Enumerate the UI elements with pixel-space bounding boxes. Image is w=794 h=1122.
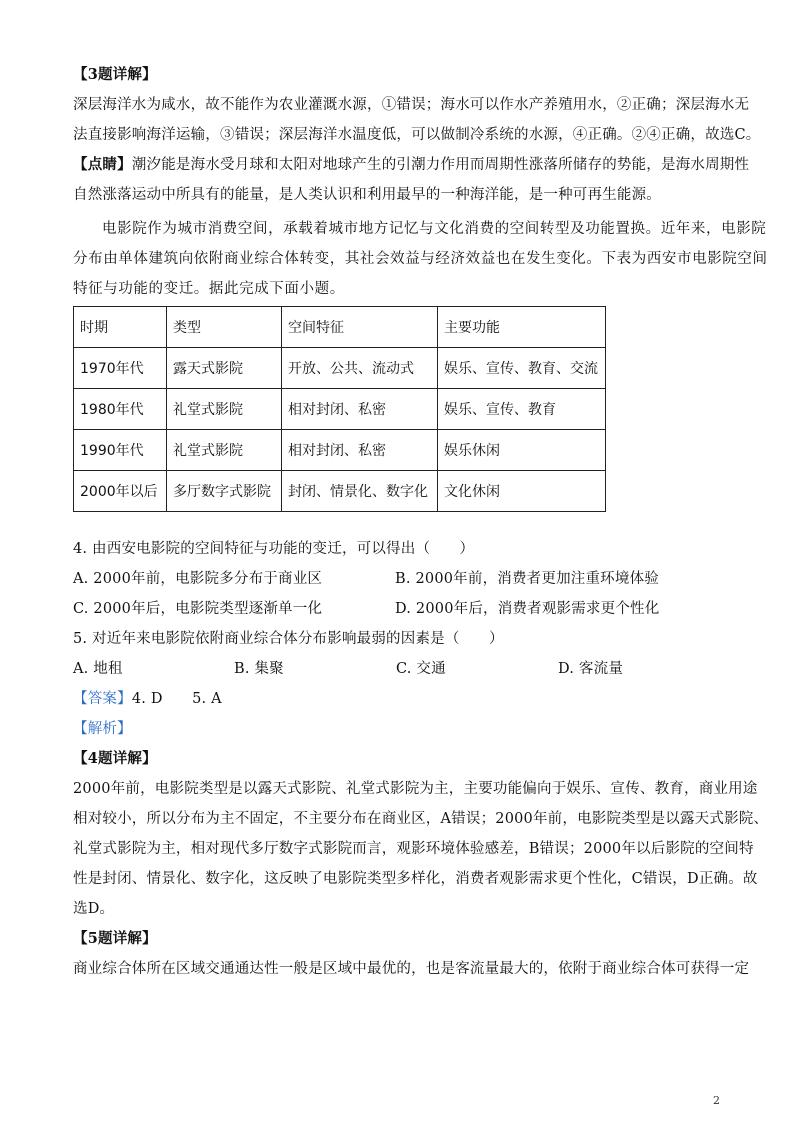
table-cell: 1990年代	[74, 430, 167, 471]
table-cell: 1970年代	[74, 348, 167, 389]
table-cell: 封闭、情景化、数字化	[282, 471, 438, 512]
q5-option-a: A. 地租	[73, 661, 123, 677]
answer-value: 4. D 5. A	[131, 691, 222, 707]
table-cell: 1980年代	[74, 389, 167, 430]
q5-option-d: D. 客流量	[558, 661, 624, 677]
q4-detail-line-3: 礼堂式影院为主，相对现代多厅数字式影院而言，观影环境体验感差，B错误；2000年以后影院的空间特	[73, 841, 754, 857]
table-cell: 开放、公共、流动式	[282, 348, 438, 389]
table-row	[74, 389, 606, 430]
page-number: 2	[713, 1094, 720, 1107]
q5-option-c: C. 交通	[396, 661, 446, 677]
table-header-cell: 类型	[167, 307, 282, 348]
q4-detail-line-1: 2000年前，电影院类型是以露天式影院、礼堂式影院为主，主要功能偏向于娱乐、宣传、教育，商业用途	[73, 781, 758, 797]
cinema-table	[73, 306, 606, 512]
q4-options-row-1	[73, 564, 723, 594]
table-cell: 文化休闲	[438, 471, 606, 512]
q5-detail-header: 【5题详解】	[73, 930, 157, 947]
table-cell: 礼堂式影院	[167, 430, 282, 471]
page-content	[73, 60, 769, 984]
table-row	[74, 430, 606, 471]
q3-detail-header: 【3题详解】	[73, 66, 157, 83]
answer-line	[73, 684, 723, 714]
q4-option-c: C. 2000年后，电影院类型逐渐单一化	[73, 601, 323, 617]
q4-option-d: D. 2000年后，消费者观影需求更个性化	[395, 601, 660, 617]
dianjing-label: 【点睛】	[73, 156, 132, 173]
table-row	[74, 348, 606, 389]
q4-option-a: A. 2000年前，电影院多分布于商业区	[73, 571, 323, 587]
table-cell: 露天式影院	[167, 348, 282, 389]
q4-stem: 4. 由西安电影院的空间特征与功能的变迁，可以得出（ ）	[73, 541, 475, 557]
q4-detail-line-2: 相对较小，所以分布为主不固定，不主要分布在商业区，A错误；2000年前，电影院类型是以露天式影院、	[73, 811, 769, 827]
table-cell: 2000年以后	[74, 471, 167, 512]
table-cell: 娱乐、宣传、教育	[438, 389, 606, 430]
q5-stem: 5. 对近年来电影院依附商业综合体分布影响最弱的因素是（ ）	[73, 631, 504, 647]
q4-options-row-2	[73, 594, 723, 624]
q4-detail-header: 【4题详解】	[73, 750, 157, 767]
table-header-cell: 空间特征	[282, 307, 438, 348]
q4-detail-line-5: 选D。	[73, 901, 115, 917]
table-header-cell: 时期	[74, 307, 167, 348]
analysis-label: 【解析】	[73, 721, 132, 737]
table-cell: 礼堂式影院	[167, 389, 282, 430]
dianjing-line-1: 潮汐能是海水受月球和太阳对地球产生的引潮力作用而周期性涨落所储存的势能，是海水周期性	[131, 157, 750, 173]
table-header-cell: 主要功能	[438, 307, 606, 348]
table-cell: 娱乐休闲	[438, 430, 606, 471]
material-line-3: 特征与功能的变迁。据此完成下面小题。	[73, 281, 345, 297]
q3-detail-line-1: 深层海洋水为咸水，故不能作为农业灌溉水源，①错误；海水可以作水产养殖用水，②正确；深层海水无	[73, 97, 750, 113]
table-cell: 娱乐、宣传、教育、交流	[438, 348, 606, 389]
table-cell: 多厅数字式影院	[167, 471, 282, 512]
dianjing-paragraph	[73, 150, 750, 180]
answer-label: 【答案】	[73, 691, 132, 707]
dianjing-line-2: 自然涨落运动中所具有的能量，是人类认识和利用最早的一种海洋能，是一种可再生能源。	[73, 187, 661, 203]
material-line-1: 电影院作为城市消费空间，承载着城市地方记忆与文化消费的空间转型及功能置换。近年来，电影院	[102, 221, 767, 237]
table-header-row	[74, 307, 606, 348]
table-cell: 相对封闭、私密	[282, 389, 438, 430]
q3-detail-line-2: 法直接影响海洋运输，③错误；深层海洋水温度低，可以做制冷系统的水源，④正确。②④正确，故选C。	[73, 127, 761, 143]
q4-detail-line-4: 性是封闭、情景化、数字化，这反映了电影院类型多样化，消费者观影需求更个性化，C错误，D正确。故	[73, 871, 758, 887]
q4-option-b: B. 2000年前，消费者更加注重环境体验	[395, 571, 659, 587]
material-line-2: 分布由单体建筑向依附商业综合体转变，其社会效益与经济效益也在发生变化。下表为西安市电影院空间	[73, 251, 768, 267]
q5-option-b: B. 集聚	[234, 661, 284, 677]
table-row	[74, 471, 606, 512]
table-cell: 相对封闭、私密	[282, 430, 438, 471]
q5-options-row	[73, 654, 723, 684]
q5-detail-line-1: 商业综合体所在区域交通通达性一般是区域中最优的，也是客流量最大的，依附于商业综合体可获得一定	[73, 961, 750, 977]
